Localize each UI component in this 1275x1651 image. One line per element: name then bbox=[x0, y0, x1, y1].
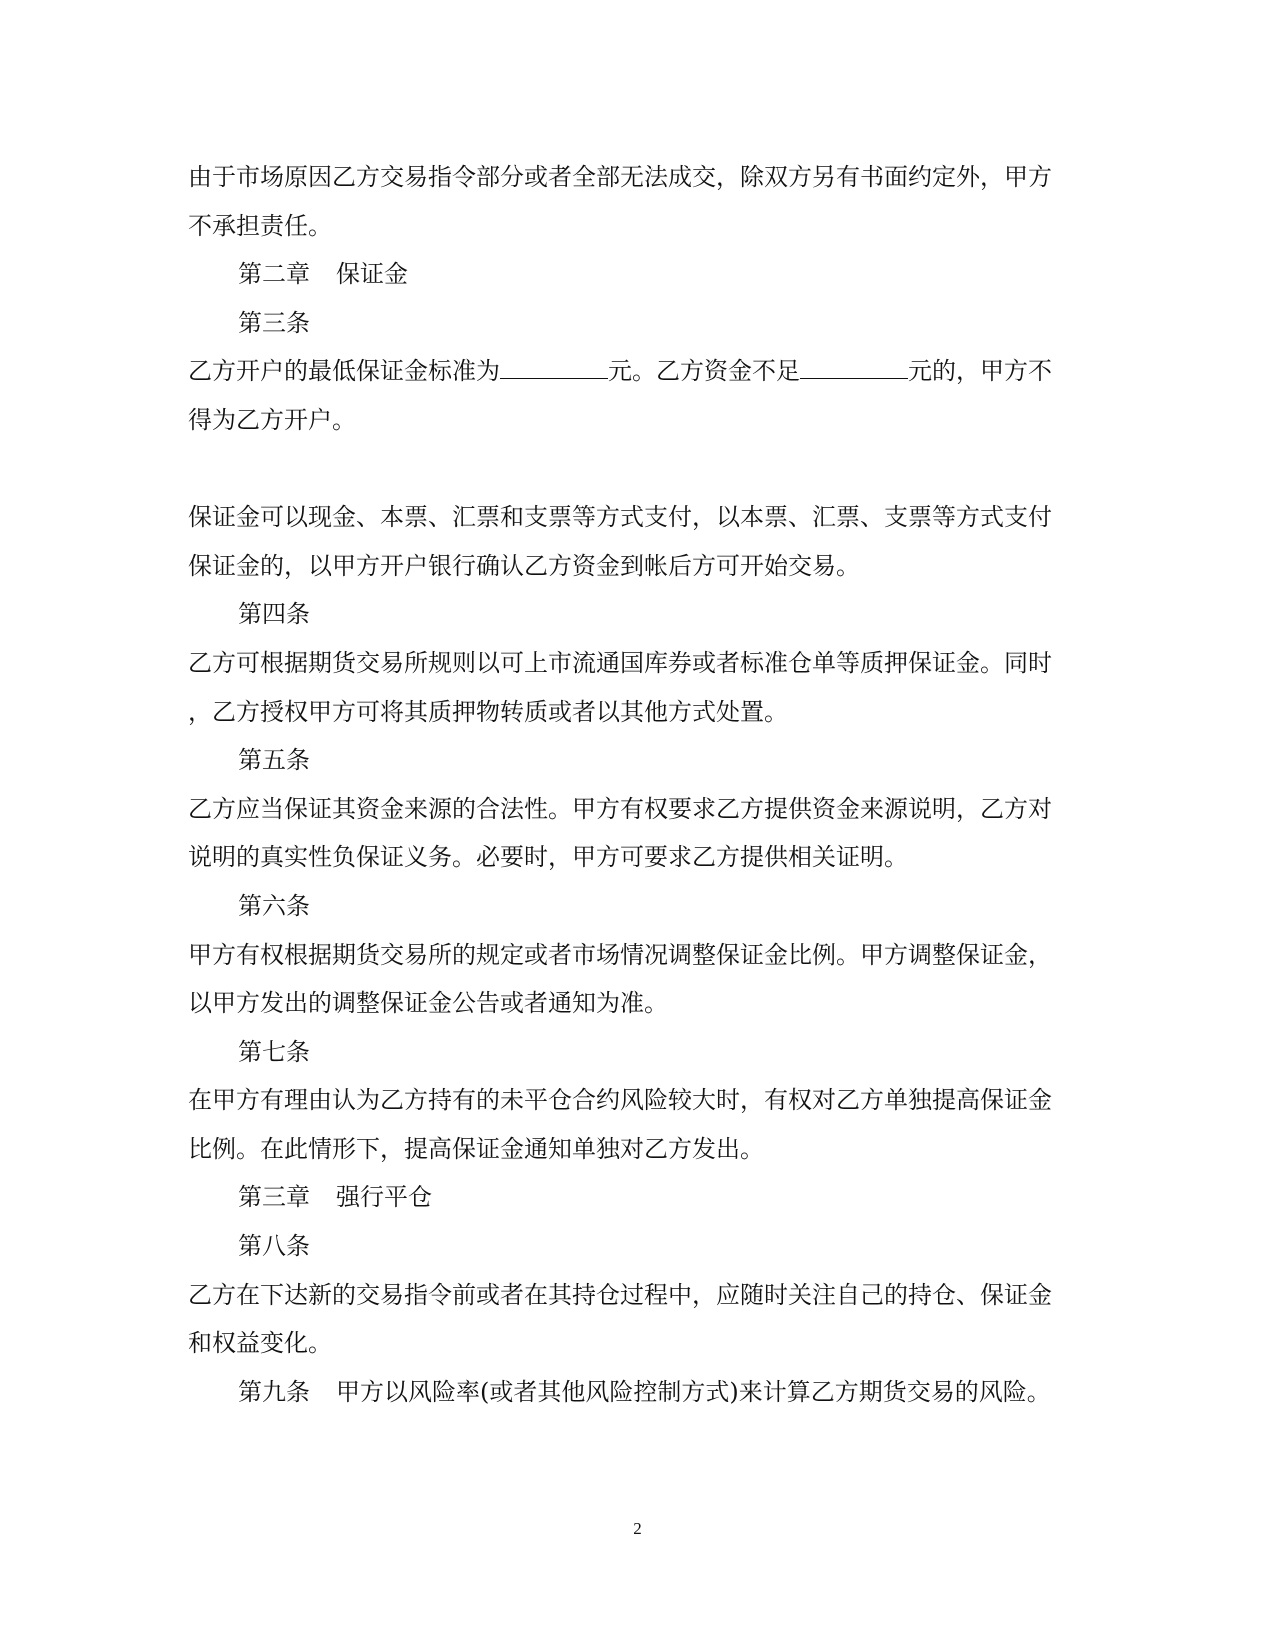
paragraph-line bbox=[188, 347, 1088, 396]
paragraph-line: 不承担责任。 bbox=[188, 211, 332, 240]
paragraph-line: ，乙方授权甲方可将其质押物转质或者以其他方式处置。 bbox=[188, 697, 788, 726]
paragraph-line: 保证金的，以甲方开户银行确认乙方资金到帐后方可开始交易。 bbox=[188, 551, 860, 580]
document-body bbox=[188, 153, 1088, 1416]
chapter-title: 强行平仓 bbox=[336, 1183, 432, 1212]
page-number: 2 bbox=[633, 1519, 642, 1538]
article-heading: 第八条 bbox=[238, 1232, 310, 1261]
article-heading: 第三条 bbox=[238, 308, 310, 337]
chapter-number: 第二章 bbox=[238, 260, 310, 289]
article-heading: 第七条 bbox=[238, 1037, 310, 1066]
fill-in-blank bbox=[800, 356, 908, 379]
chapter-heading bbox=[188, 1173, 1088, 1222]
article-heading bbox=[188, 1368, 1088, 1417]
paragraph-line: 说明的真实性负保证义务。必要时，甲方可要求乙方提供相关证明。 bbox=[188, 843, 908, 872]
text-segment: 元的，甲方不 bbox=[908, 357, 1052, 386]
text-segment: 乙方开户的最低保证金标准为 bbox=[188, 357, 500, 386]
chapter-heading bbox=[188, 250, 1088, 299]
paragraph-line: 甲方有权根据期货交易所的规定或者市场情况调整保证金比例。甲方调整保证金， bbox=[188, 940, 1052, 969]
paragraph-line: 得为乙方开户。 bbox=[188, 405, 356, 434]
article-heading: 第五条 bbox=[238, 746, 310, 775]
article-number: 第九条 bbox=[238, 1377, 310, 1406]
chapter-number: 第三章 bbox=[238, 1183, 310, 1212]
paragraph-line: 以甲方发出的调整保证金公告或者通知为准。 bbox=[188, 989, 668, 1018]
paragraph-line: 在甲方有理由认为乙方持有的未平仓合约风险较大时，有权对乙方单独提高保证金 bbox=[188, 1086, 1052, 1115]
paragraph-line: 乙方应当保证其资金来源的合法性。甲方有权要求乙方提供资金来源说明，乙方对 bbox=[188, 794, 1052, 823]
paragraph-line: 保证金可以现金、本票、汇票和支票等方式支付，以本票、汇票、支票等方式支付 bbox=[188, 503, 1052, 532]
fill-in-blank bbox=[500, 356, 608, 379]
article-heading: 第六条 bbox=[238, 891, 310, 920]
paragraph-line: 乙方在下达新的交易指令前或者在其持仓过程中，应随时关注自己的持仓、保证金 bbox=[188, 1280, 1052, 1309]
article-heading: 第四条 bbox=[238, 600, 310, 629]
paragraph-line: 和权益变化。 bbox=[188, 1329, 332, 1358]
paragraph-line: 由于市场原因乙方交易指令部分或者全部无法成交，除双方另有书面约定外，甲方 bbox=[188, 163, 1052, 191]
paragraph-line: 乙方可根据期货交易所规则以可上市流通国库券或者标准仓单等质押保证金。同时 bbox=[188, 648, 1052, 677]
paragraph-line: 比例。在此情形下，提高保证金通知单独对乙方发出。 bbox=[188, 1134, 764, 1163]
article-text: 甲方以风险率(或者其他风险控制方式)来计算乙方期货交易的风险。 bbox=[336, 1377, 1051, 1406]
paragraph-gap bbox=[188, 445, 1088, 494]
chapter-title: 保证金 bbox=[336, 260, 408, 289]
text-segment: 元。乙方资金不足 bbox=[608, 357, 800, 386]
